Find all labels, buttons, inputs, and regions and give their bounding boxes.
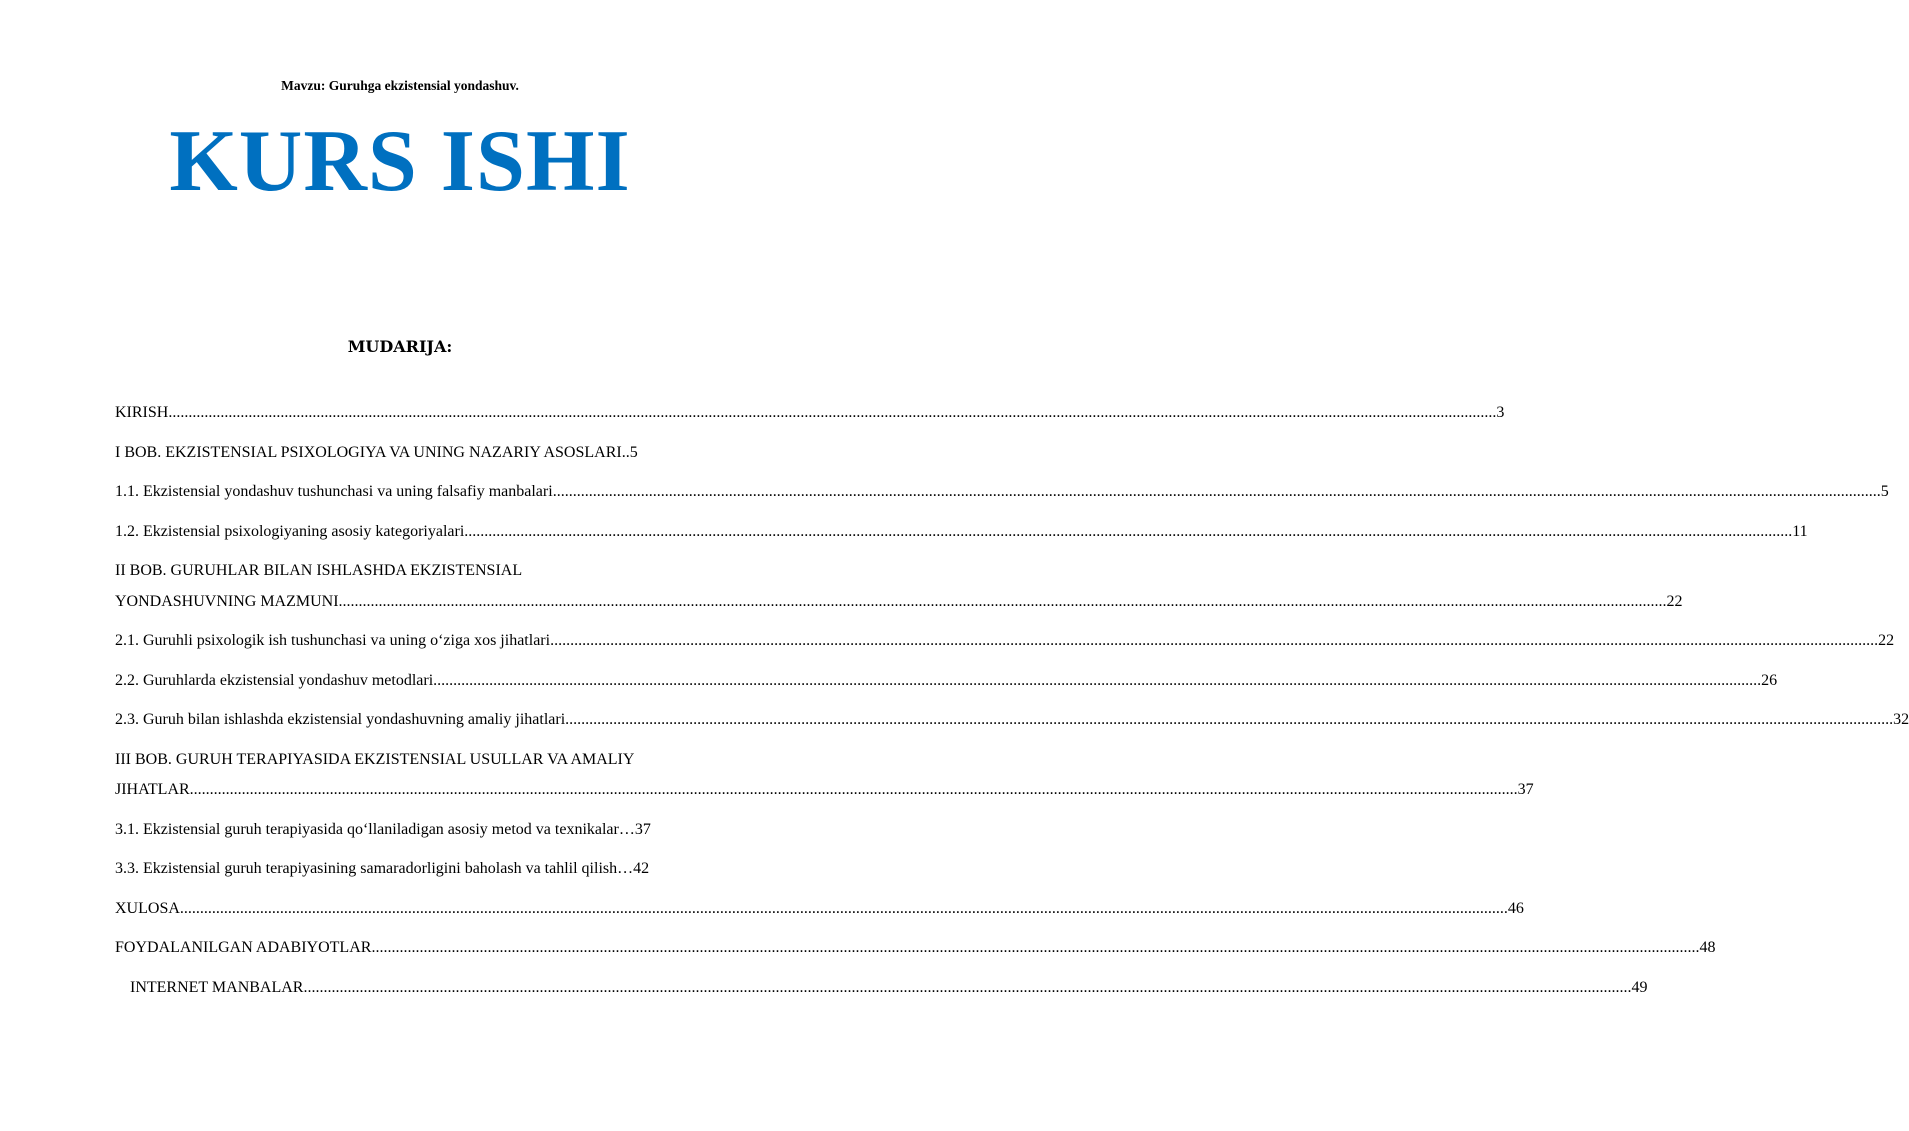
topic-line: Mavzu: Guruhga ekzistensial yondashuv. (281, 78, 519, 93)
toc-entry-text: 3.1. Ekzistensial guruh terapiyasida qo‘llaniladigan asosiy metod va texnikalar… (115, 820, 635, 838)
toc-page-number: 49 (1631, 978, 1648, 996)
toc-entry-text: 3.3. Ekzistensial guruh terapiyasining samaradorligini baholash va tahlil qilish… (115, 860, 634, 877)
toc-dot-leader (303, 973, 1631, 1004)
toc-entry[interactable] (115, 517, 1808, 548)
toc-entry-text: JIHATLAR (115, 781, 190, 798)
toc-page-number: 42 (633, 860, 650, 877)
toc-page-number: 22 (1878, 632, 1895, 649)
toc-entry[interactable] (115, 666, 1778, 697)
toc-dot-leader (168, 398, 1496, 429)
toc-page-number: 32 (1893, 711, 1909, 728)
page-title: KURS ISHI (169, 113, 631, 210)
toc-entry-text: 2.2. Guruhlarda ekzistensial yondashuv metodlari (115, 671, 434, 689)
toc-dot-leader (550, 626, 1878, 657)
toc-entry[interactable] (115, 973, 1648, 1004)
toc-entry-text: YONDASHUVNING MAZMUNI (115, 592, 339, 610)
toc-page-number: 5 (1880, 483, 1889, 500)
toc-dot-leader (565, 705, 1893, 736)
toc-entry[interactable] (115, 626, 1895, 657)
toc-dot-leader (433, 666, 1761, 697)
toc-entry-text: INTERNET MANBALAR (130, 978, 304, 996)
toc-entry-text: 2.3. Guruh bilan ishlashda ekzistensial yondashuvning amaliy jihatlari (115, 711, 566, 728)
toc-page-number: 48 (1699, 939, 1716, 956)
toc-entry-text: XULOSA (115, 899, 180, 917)
toc-entry-text: 2.1. Guruhli psixologik ish tushunchasi va uning o‘ziga xos jihatlari (115, 632, 551, 649)
toc-dot-leader (553, 477, 1881, 508)
toc-entry[interactable] (115, 398, 1505, 429)
toc-entry[interactable] (115, 854, 743, 885)
toc-entry-text: KIRISH (115, 404, 169, 421)
toc-dot-leader (190, 775, 1518, 806)
toc-entry-text: I BOB. EKZISTENSIAL PSIXOLOGIYA VA UNING NAZARIY ASOSLARI. (115, 443, 626, 461)
toc-entry[interactable] (115, 894, 1524, 925)
toc-entry[interactable] (115, 556, 1683, 617)
toc-entry[interactable] (115, 477, 1889, 508)
toc-page-number: .5 (625, 443, 638, 461)
toc-entry[interactable] (115, 745, 1534, 806)
toc-page-number: 11 (1792, 522, 1808, 540)
toc-heading: MUDARIJA: (347, 337, 453, 356)
toc-entry-text: 1.1. Ekzistensial yondashuv tushunchasi va uning falsafiy manbalari (115, 483, 553, 500)
toc-entry-text: 1.2. Ekzistensial psixologiyaning asosiy kategoriyalari (115, 522, 465, 540)
toc-entry-text: FOYDALANILGAN ADABIYOTLAR (115, 939, 372, 956)
toc-page-number: 26 (1761, 671, 1778, 689)
toc-entry-text-line1: II BOB. GURUHLAR BILAN ISHLASHDA EKZISTENSIAL (115, 562, 523, 579)
table-of-contents (115, 398, 1909, 1012)
toc-dot-leader (339, 587, 1667, 618)
toc-dot-leader (371, 933, 1699, 964)
toc-dot-leader (180, 894, 1508, 925)
toc-page-number: 37 (1517, 781, 1534, 798)
toc-entry[interactable] (115, 815, 743, 846)
toc-dot-leader (464, 517, 1792, 548)
toc-page-number: 46 (1507, 899, 1524, 917)
toc-page-number: 22 (1666, 592, 1683, 610)
toc-entry[interactable] (115, 438, 743, 469)
toc-entry[interactable] (115, 705, 1909, 736)
toc-entry-text-line1: III BOB. GURUH TERAPIYASIDA EKZISTENSIAL USULLAR VA AMALIY (115, 750, 635, 768)
toc-page-number: 37 (634, 820, 651, 838)
toc-entry[interactable] (115, 933, 1716, 964)
toc-page-number: 3 (1496, 404, 1505, 421)
